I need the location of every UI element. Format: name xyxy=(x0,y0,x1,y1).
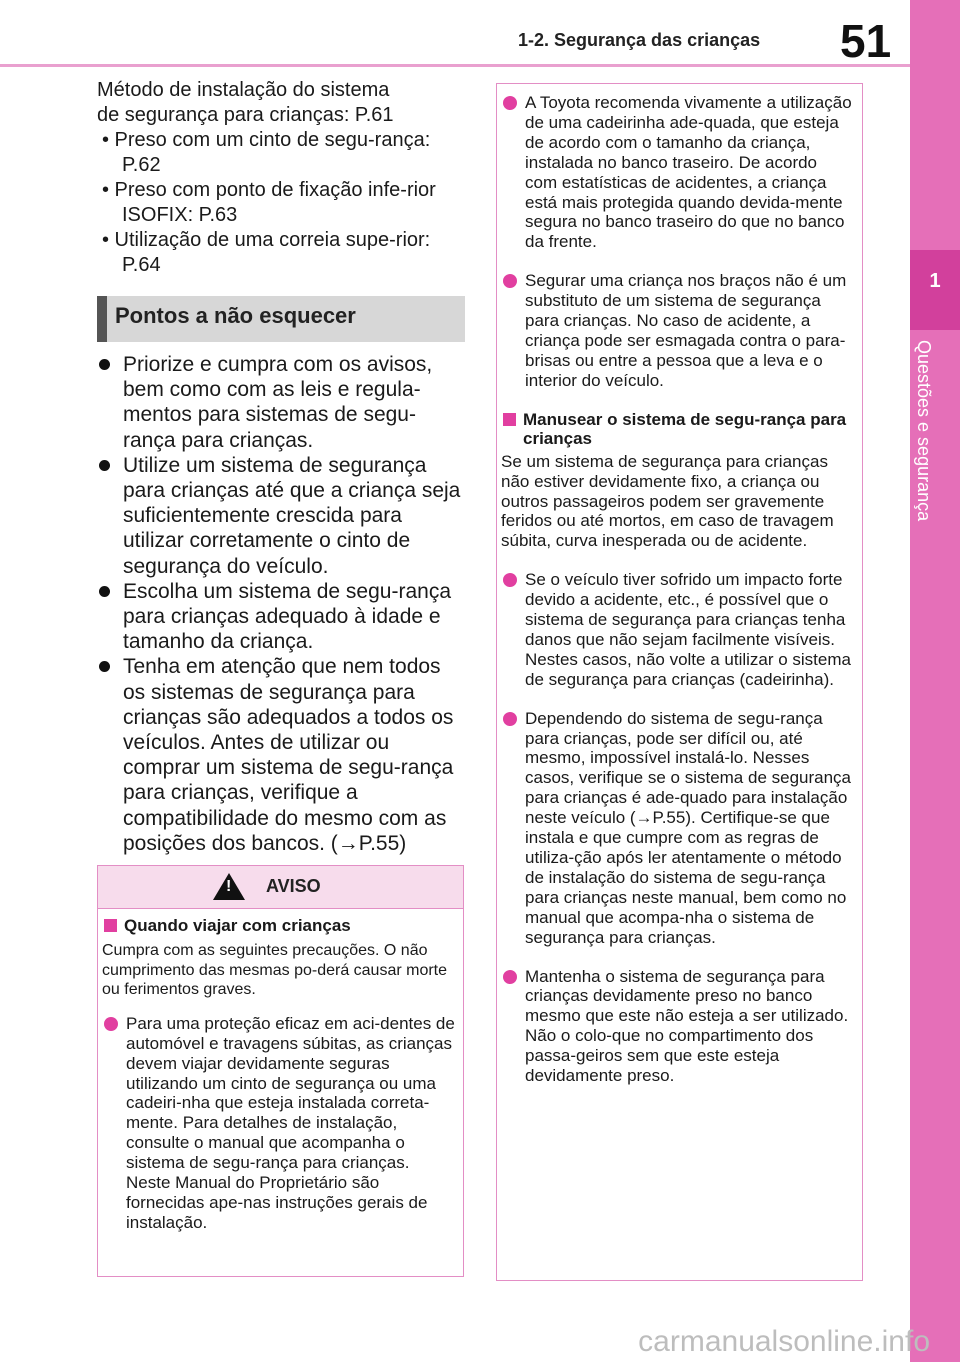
side-tab-strip xyxy=(910,0,960,1362)
list-item xyxy=(97,352,467,453)
warning-paragraph: Se um sistema de segurança para crianças não estiver devidamente fixo, a criança ou outros passageiros podem ser gravemente feridos ou até mortos, em caso de travagem súbita, curva inesperada ou de acidente. xyxy=(501,451,834,551)
bullet-dot-icon xyxy=(99,661,110,672)
page-number: 51 xyxy=(840,15,892,67)
continuation-body xyxy=(501,93,853,1105)
pink-dot-icon xyxy=(503,96,517,110)
pink-dot-icon xyxy=(503,712,517,726)
warning-bullet xyxy=(501,271,853,390)
chapter-number: 1 xyxy=(929,270,941,292)
pink-dot-icon xyxy=(503,970,517,984)
pink-dot-icon xyxy=(503,573,517,587)
list-item-text: Utilize um sistema de segurança para crianças até que a criança seja suficientemente crescida para utilizar corretamente o cinto de segurança do veículo. xyxy=(123,453,461,578)
warning-intro: Cumpra com as seguintes precauções. O não cumprimento das mesmas po-derá causar morte ou ferimentos graves. xyxy=(102,942,448,999)
intro-block xyxy=(97,78,465,278)
warning-bullet-text: Dependendo do sistema de segu-rança para crianças, pode ser difícil ou, até mesmo, impossível instalá-lo. Nesses casos, verifique se o sistema de segurança para crianças é ade-quado para instalação neste veículo (→P.55). Certifique-se que instala e que cumpre com as regras de utiliza-ção após ler atentamente o método de instalação do sistema de segu-rança para crianças neste manual, bem como no manual que acompa-nha o sistema de segurança para crianças. xyxy=(525,708,852,947)
warning-bullet-text: Se o veículo tiver sofrido um impacto forte devido a acidente, etc., é possível que o sistema de segurança para crianças tenha danos que não sejam facilmente visíveis. Nestes casos, não volte a utilizar o sistema de segurança para crianças (cadeirinha). xyxy=(525,570,851,689)
warning-triangle-icon xyxy=(213,873,245,900)
list-item-text: Tenha em atenção que nem todos os sistemas de segurança para crianças são adequados a todos os veículos. Antes de utilizar ou comprar um sistema de segu-rança para crianças, verifique a compatibilidade do mesmo com as posições dos bancos. (→P.55) xyxy=(123,655,454,855)
intro-item: • Preso com ponto de fixação infe-rior ISOFIX: P.63 xyxy=(102,179,436,226)
intro-item: • Preso com um cinto de segu-rança: P.62 xyxy=(102,129,431,176)
pink-dot-icon xyxy=(104,1017,118,1031)
intro-line: Método de instalação do sistema xyxy=(97,79,390,101)
bullet-dot-icon xyxy=(99,359,110,370)
list-item xyxy=(97,579,467,655)
warning-subheading xyxy=(501,410,853,448)
section-title: 1-2. Segurança das crianças xyxy=(518,30,761,50)
warning-bullet-text: Para uma proteção eficaz em aci-dentes de automóvel e travagens súbitas, as crianças devem viajar devidamente seguras utilizando um cinto de segurança ou uma cadeiri-nha que esteja instalada correta-mente. Para detalhes de instalação, consulte o manual que acompanha o sistema de segu-rança para crianças. Neste Manual do Proprietário são fornecidas ape-nas instruções gerais de instalação. xyxy=(126,1013,455,1232)
warning-box xyxy=(97,865,464,1277)
header-rule xyxy=(0,64,910,67)
list-item xyxy=(97,654,467,856)
square-bullet-icon xyxy=(503,413,516,426)
warning-title: AVISO xyxy=(266,876,321,896)
intro-line: de segurança para crianças: P.61 xyxy=(97,104,394,126)
points-list xyxy=(97,352,467,856)
bullet-dot-icon xyxy=(99,460,110,471)
intro-item: • Utilização de uma correia supe-rior: P.64 xyxy=(102,229,431,276)
warning-continuation-box xyxy=(496,83,863,1281)
points-heading-box xyxy=(97,296,465,342)
warning-body xyxy=(102,916,457,1233)
square-bullet-icon xyxy=(104,919,117,932)
list-item-text: Priorize e cumpra com os avisos, bem como com as leis e regula-mentos para sistemas de segu-rança para crianças. xyxy=(123,353,433,452)
bullet-dot-icon xyxy=(99,586,110,597)
warning-header xyxy=(98,866,463,909)
warning-subheading xyxy=(102,916,457,935)
pink-dot-icon xyxy=(503,274,517,288)
list-item xyxy=(97,453,467,579)
warning-subheading-text: Manusear o sistema de segu-rança para crianças xyxy=(523,409,847,448)
heading-bar xyxy=(97,296,107,342)
warning-bullet-text: Segurar uma criança nos braços não é um substituto de um sistema de segurança para crianças. No caso de acidente, a criança pode ser esmagada contra o para-brisas ou entre a pessoa que a leva e o interior do veículo. xyxy=(525,271,847,390)
watermark: carmanualsonline.info xyxy=(638,1325,930,1358)
warning-bullet xyxy=(501,709,853,948)
warning-bullet xyxy=(102,1014,457,1233)
points-heading: Pontos a não esquecer xyxy=(115,303,356,328)
warning-subheading-text: Quando viajar com crianças xyxy=(124,916,351,935)
warning-bullet-text: A Toyota recomenda vivamente a utilização de uma cadeirinha ade-quada, que esteja de acordo com o tamanho da criança, instalada no banco traseiro. De acordo com estatísticas de acidentes, a criança está mais protegida quando devida-mente segura no banco traseiro do que no banco da frente. xyxy=(525,93,852,252)
chapter-label: Questões e segurança xyxy=(914,340,934,522)
list-item-text: Escolha um sistema de segu-rança para crianças adequado à idade e tamanho da criança. xyxy=(123,579,451,654)
warning-bullet xyxy=(501,93,853,252)
warning-bullet-text: Mantenha o sistema de segurança para crianças devidamente preso no banco mesmo que este não esteja a ser utilizado. Não o colo-que no compartimento dos passa-geiros sem que este esteja devidamente preso. xyxy=(525,966,849,1086)
warning-bullet xyxy=(501,570,853,689)
warning-bullet xyxy=(501,967,853,1086)
